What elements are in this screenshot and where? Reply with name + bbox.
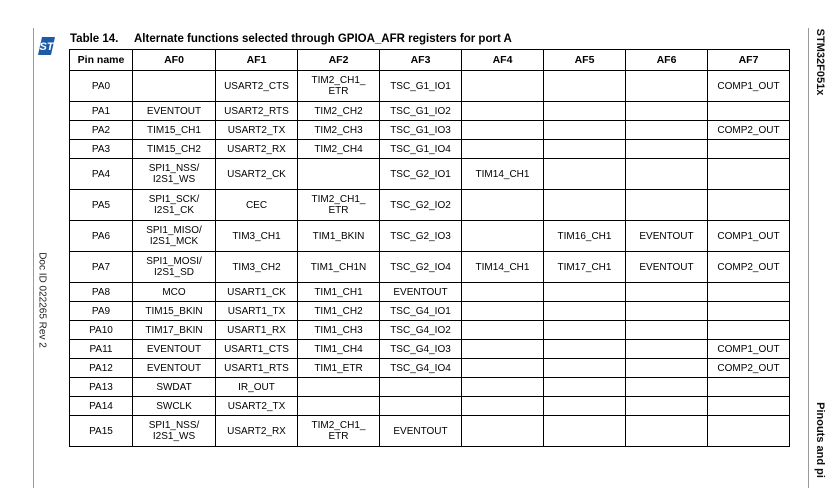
- column-header-af2: AF2: [298, 50, 380, 71]
- function-cell: TSC_G1_IO3: [380, 121, 462, 140]
- function-cell: [544, 397, 626, 416]
- function-cell: [462, 71, 544, 102]
- function-cell: TSC_G1_IO2: [380, 102, 462, 121]
- function-cell: TIM1_ETR: [298, 359, 380, 378]
- function-cell: TIM14_CH1: [462, 159, 544, 190]
- pin-name-cell: PA14: [70, 397, 133, 416]
- function-cell: SPI1_NSS/ I2S1_WS: [133, 159, 216, 190]
- function-cell: TIM2_CH1_ ETR: [298, 416, 380, 447]
- table-row: [70, 302, 790, 321]
- function-cell: USART2_CK: [216, 159, 298, 190]
- function-cell: [626, 121, 708, 140]
- table-row: [70, 321, 790, 340]
- column-header-af7: AF7: [708, 50, 790, 71]
- table-header-row: [70, 50, 790, 71]
- alternate-function-table: [69, 49, 790, 447]
- table-row: [70, 378, 790, 397]
- function-cell: [544, 359, 626, 378]
- pin-name-cell: PA15: [70, 416, 133, 447]
- left-margin-rule: [33, 28, 34, 488]
- function-cell: USART2_CTS: [216, 71, 298, 102]
- table-row: [70, 397, 790, 416]
- function-cell: TIM1_CH4: [298, 340, 380, 359]
- table-row: [70, 252, 790, 283]
- function-cell: [462, 140, 544, 159]
- function-cell: TIM17_CH1: [544, 252, 626, 283]
- doc-id-footer: Doc ID 022265 Rev 2: [36, 252, 48, 348]
- function-cell: TIM17_BKIN: [133, 321, 216, 340]
- function-cell: TIM15_BKIN: [133, 302, 216, 321]
- function-cell: MCO: [133, 283, 216, 302]
- function-cell: [544, 102, 626, 121]
- column-header-af4: AF4: [462, 50, 544, 71]
- function-cell: SWCLK: [133, 397, 216, 416]
- column-header-af5: AF5: [544, 50, 626, 71]
- column-header-af3: AF3: [380, 50, 462, 71]
- pin-name-cell: PA6: [70, 221, 133, 252]
- table-caption: [70, 33, 512, 45]
- function-cell: USART2_RX: [216, 416, 298, 447]
- function-cell: [462, 321, 544, 340]
- function-cell: [626, 359, 708, 378]
- function-cell: EVENTOUT: [380, 416, 462, 447]
- function-cell: EVENTOUT: [133, 102, 216, 121]
- function-cell: [626, 416, 708, 447]
- function-cell: [462, 121, 544, 140]
- function-cell: TIM2_CH1_ ETR: [298, 190, 380, 221]
- function-cell: [626, 190, 708, 221]
- function-cell: TSC_G2_IO1: [380, 159, 462, 190]
- table-row: [70, 102, 790, 121]
- function-cell: SPI1_NSS/ I2S1_WS: [133, 416, 216, 447]
- column-header-af6: AF6: [626, 50, 708, 71]
- column-header-af0: AF0: [133, 50, 216, 71]
- function-cell: [544, 121, 626, 140]
- pin-name-cell: PA0: [70, 71, 133, 102]
- function-cell: TIM2_CH3: [298, 121, 380, 140]
- function-cell: [544, 159, 626, 190]
- pin-name-cell: PA7: [70, 252, 133, 283]
- function-cell: TIM2_CH4: [298, 140, 380, 159]
- right-margin-rule: [808, 28, 809, 488]
- function-cell: EVENTOUT: [380, 283, 462, 302]
- function-cell: USART1_RX: [216, 321, 298, 340]
- function-cell: EVENTOUT: [133, 340, 216, 359]
- function-cell: COMP1_OUT: [708, 221, 790, 252]
- function-cell: TSC_G2_IO3: [380, 221, 462, 252]
- table-row: [70, 71, 790, 102]
- function-cell: [626, 283, 708, 302]
- function-cell: TIM1_CH1N: [298, 252, 380, 283]
- column-header-pin-name: Pin name: [70, 50, 133, 71]
- function-cell: TIM15_CH2: [133, 140, 216, 159]
- table-row: [70, 340, 790, 359]
- product-name: STM32F051x: [814, 28, 826, 96]
- pin-name-cell: PA5: [70, 190, 133, 221]
- function-cell: USART2_RX: [216, 140, 298, 159]
- function-cell: EVENTOUT: [626, 221, 708, 252]
- table-body: [70, 71, 790, 447]
- pin-name-cell: PA13: [70, 378, 133, 397]
- function-cell: TIM3_CH1: [216, 221, 298, 252]
- function-cell: USART1_CTS: [216, 340, 298, 359]
- function-cell: TIM14_CH1: [462, 252, 544, 283]
- function-cell: [298, 397, 380, 416]
- function-cell: SPI1_MOSI/ I2S1_SD: [133, 252, 216, 283]
- section-name: Pinouts and pi: [814, 402, 826, 478]
- table-row: [70, 359, 790, 378]
- column-header-af1: AF1: [216, 50, 298, 71]
- function-cell: [462, 359, 544, 378]
- function-cell: [626, 340, 708, 359]
- function-cell: TIM3_CH2: [216, 252, 298, 283]
- function-cell: COMP2_OUT: [708, 359, 790, 378]
- function-cell: USART2_TX: [216, 397, 298, 416]
- function-cell: TSC_G4_IO3: [380, 340, 462, 359]
- function-cell: COMP2_OUT: [708, 252, 790, 283]
- function-cell: [298, 378, 380, 397]
- pin-name-cell: PA9: [70, 302, 133, 321]
- function-cell: [626, 102, 708, 121]
- function-cell: [462, 416, 544, 447]
- function-cell: USART2_RTS: [216, 102, 298, 121]
- function-cell: USART1_RTS: [216, 359, 298, 378]
- function-cell: TSC_G4_IO2: [380, 321, 462, 340]
- function-cell: EVENTOUT: [133, 359, 216, 378]
- function-cell: CEC: [216, 190, 298, 221]
- function-cell: SPI1_MISO/ I2S1_MCK: [133, 221, 216, 252]
- function-cell: [544, 416, 626, 447]
- function-cell: [708, 321, 790, 340]
- function-cell: [626, 397, 708, 416]
- function-cell: [544, 378, 626, 397]
- function-cell: USART1_TX: [216, 302, 298, 321]
- function-cell: [708, 102, 790, 121]
- function-cell: TIM2_CH1_ ETR: [298, 71, 380, 102]
- table-row: [70, 283, 790, 302]
- pin-name-cell: PA4: [70, 159, 133, 190]
- function-cell: COMP2_OUT: [708, 121, 790, 140]
- function-cell: [708, 140, 790, 159]
- function-cell: [708, 283, 790, 302]
- function-cell: IR_OUT: [216, 378, 298, 397]
- table-row: [70, 416, 790, 447]
- function-cell: COMP1_OUT: [708, 71, 790, 102]
- function-cell: [708, 378, 790, 397]
- function-cell: [462, 340, 544, 359]
- function-cell: [462, 378, 544, 397]
- function-cell: [626, 321, 708, 340]
- function-cell: [626, 140, 708, 159]
- function-cell: [544, 302, 626, 321]
- st-logo-icon: [36, 35, 56, 57]
- function-cell: [298, 159, 380, 190]
- function-cell: TIM15_CH1: [133, 121, 216, 140]
- function-cell: TIM2_CH2: [298, 102, 380, 121]
- function-cell: [708, 159, 790, 190]
- function-cell: USART2_TX: [216, 121, 298, 140]
- pin-name-cell: PA3: [70, 140, 133, 159]
- pin-name-cell: PA11: [70, 340, 133, 359]
- pin-name-cell: PA12: [70, 359, 133, 378]
- function-cell: [544, 340, 626, 359]
- function-cell: COMP1_OUT: [708, 340, 790, 359]
- function-cell: [462, 397, 544, 416]
- function-cell: [462, 283, 544, 302]
- function-cell: USART1_CK: [216, 283, 298, 302]
- function-cell: [626, 378, 708, 397]
- function-cell: [544, 140, 626, 159]
- function-cell: [133, 71, 216, 102]
- function-cell: [626, 302, 708, 321]
- function-cell: [544, 190, 626, 221]
- function-cell: [626, 159, 708, 190]
- function-cell: TSC_G1_IO1: [380, 71, 462, 102]
- function-cell: [380, 378, 462, 397]
- table-row: [70, 121, 790, 140]
- function-cell: TIM1_BKIN: [298, 221, 380, 252]
- function-cell: [462, 190, 544, 221]
- function-cell: TIM1_CH1: [298, 283, 380, 302]
- pin-name-cell: PA1: [70, 102, 133, 121]
- function-cell: [462, 221, 544, 252]
- function-cell: [380, 397, 462, 416]
- function-cell: TIM1_CH3: [298, 321, 380, 340]
- function-cell: TSC_G4_IO4: [380, 359, 462, 378]
- function-cell: [544, 283, 626, 302]
- table-number: Table 14.: [70, 33, 119, 45]
- function-cell: TIM16_CH1: [544, 221, 626, 252]
- table-row: [70, 140, 790, 159]
- function-cell: SPI1_SCK/ I2S1_CK: [133, 190, 216, 221]
- function-cell: [462, 102, 544, 121]
- function-cell: TSC_G2_IO2: [380, 190, 462, 221]
- pin-name-cell: PA8: [70, 283, 133, 302]
- function-cell: TSC_G4_IO1: [380, 302, 462, 321]
- function-cell: SWDAT: [133, 378, 216, 397]
- function-cell: [708, 190, 790, 221]
- table-row: [70, 190, 790, 221]
- function-cell: [708, 416, 790, 447]
- function-cell: [544, 71, 626, 102]
- function-cell: [462, 302, 544, 321]
- function-cell: TSC_G2_IO4: [380, 252, 462, 283]
- table-title: Alternate functions selected through GPIOA_AFR registers for port A: [134, 33, 512, 45]
- svg-text:ST: ST: [39, 41, 54, 53]
- function-cell: TIM1_CH2: [298, 302, 380, 321]
- pin-name-cell: PA10: [70, 321, 133, 340]
- function-cell: [708, 302, 790, 321]
- function-cell: TSC_G1_IO4: [380, 140, 462, 159]
- table-row: [70, 159, 790, 190]
- function-cell: [544, 321, 626, 340]
- table-row: [70, 221, 790, 252]
- function-cell: [626, 71, 708, 102]
- function-cell: [708, 397, 790, 416]
- pin-name-cell: PA2: [70, 121, 133, 140]
- function-cell: EVENTOUT: [626, 252, 708, 283]
